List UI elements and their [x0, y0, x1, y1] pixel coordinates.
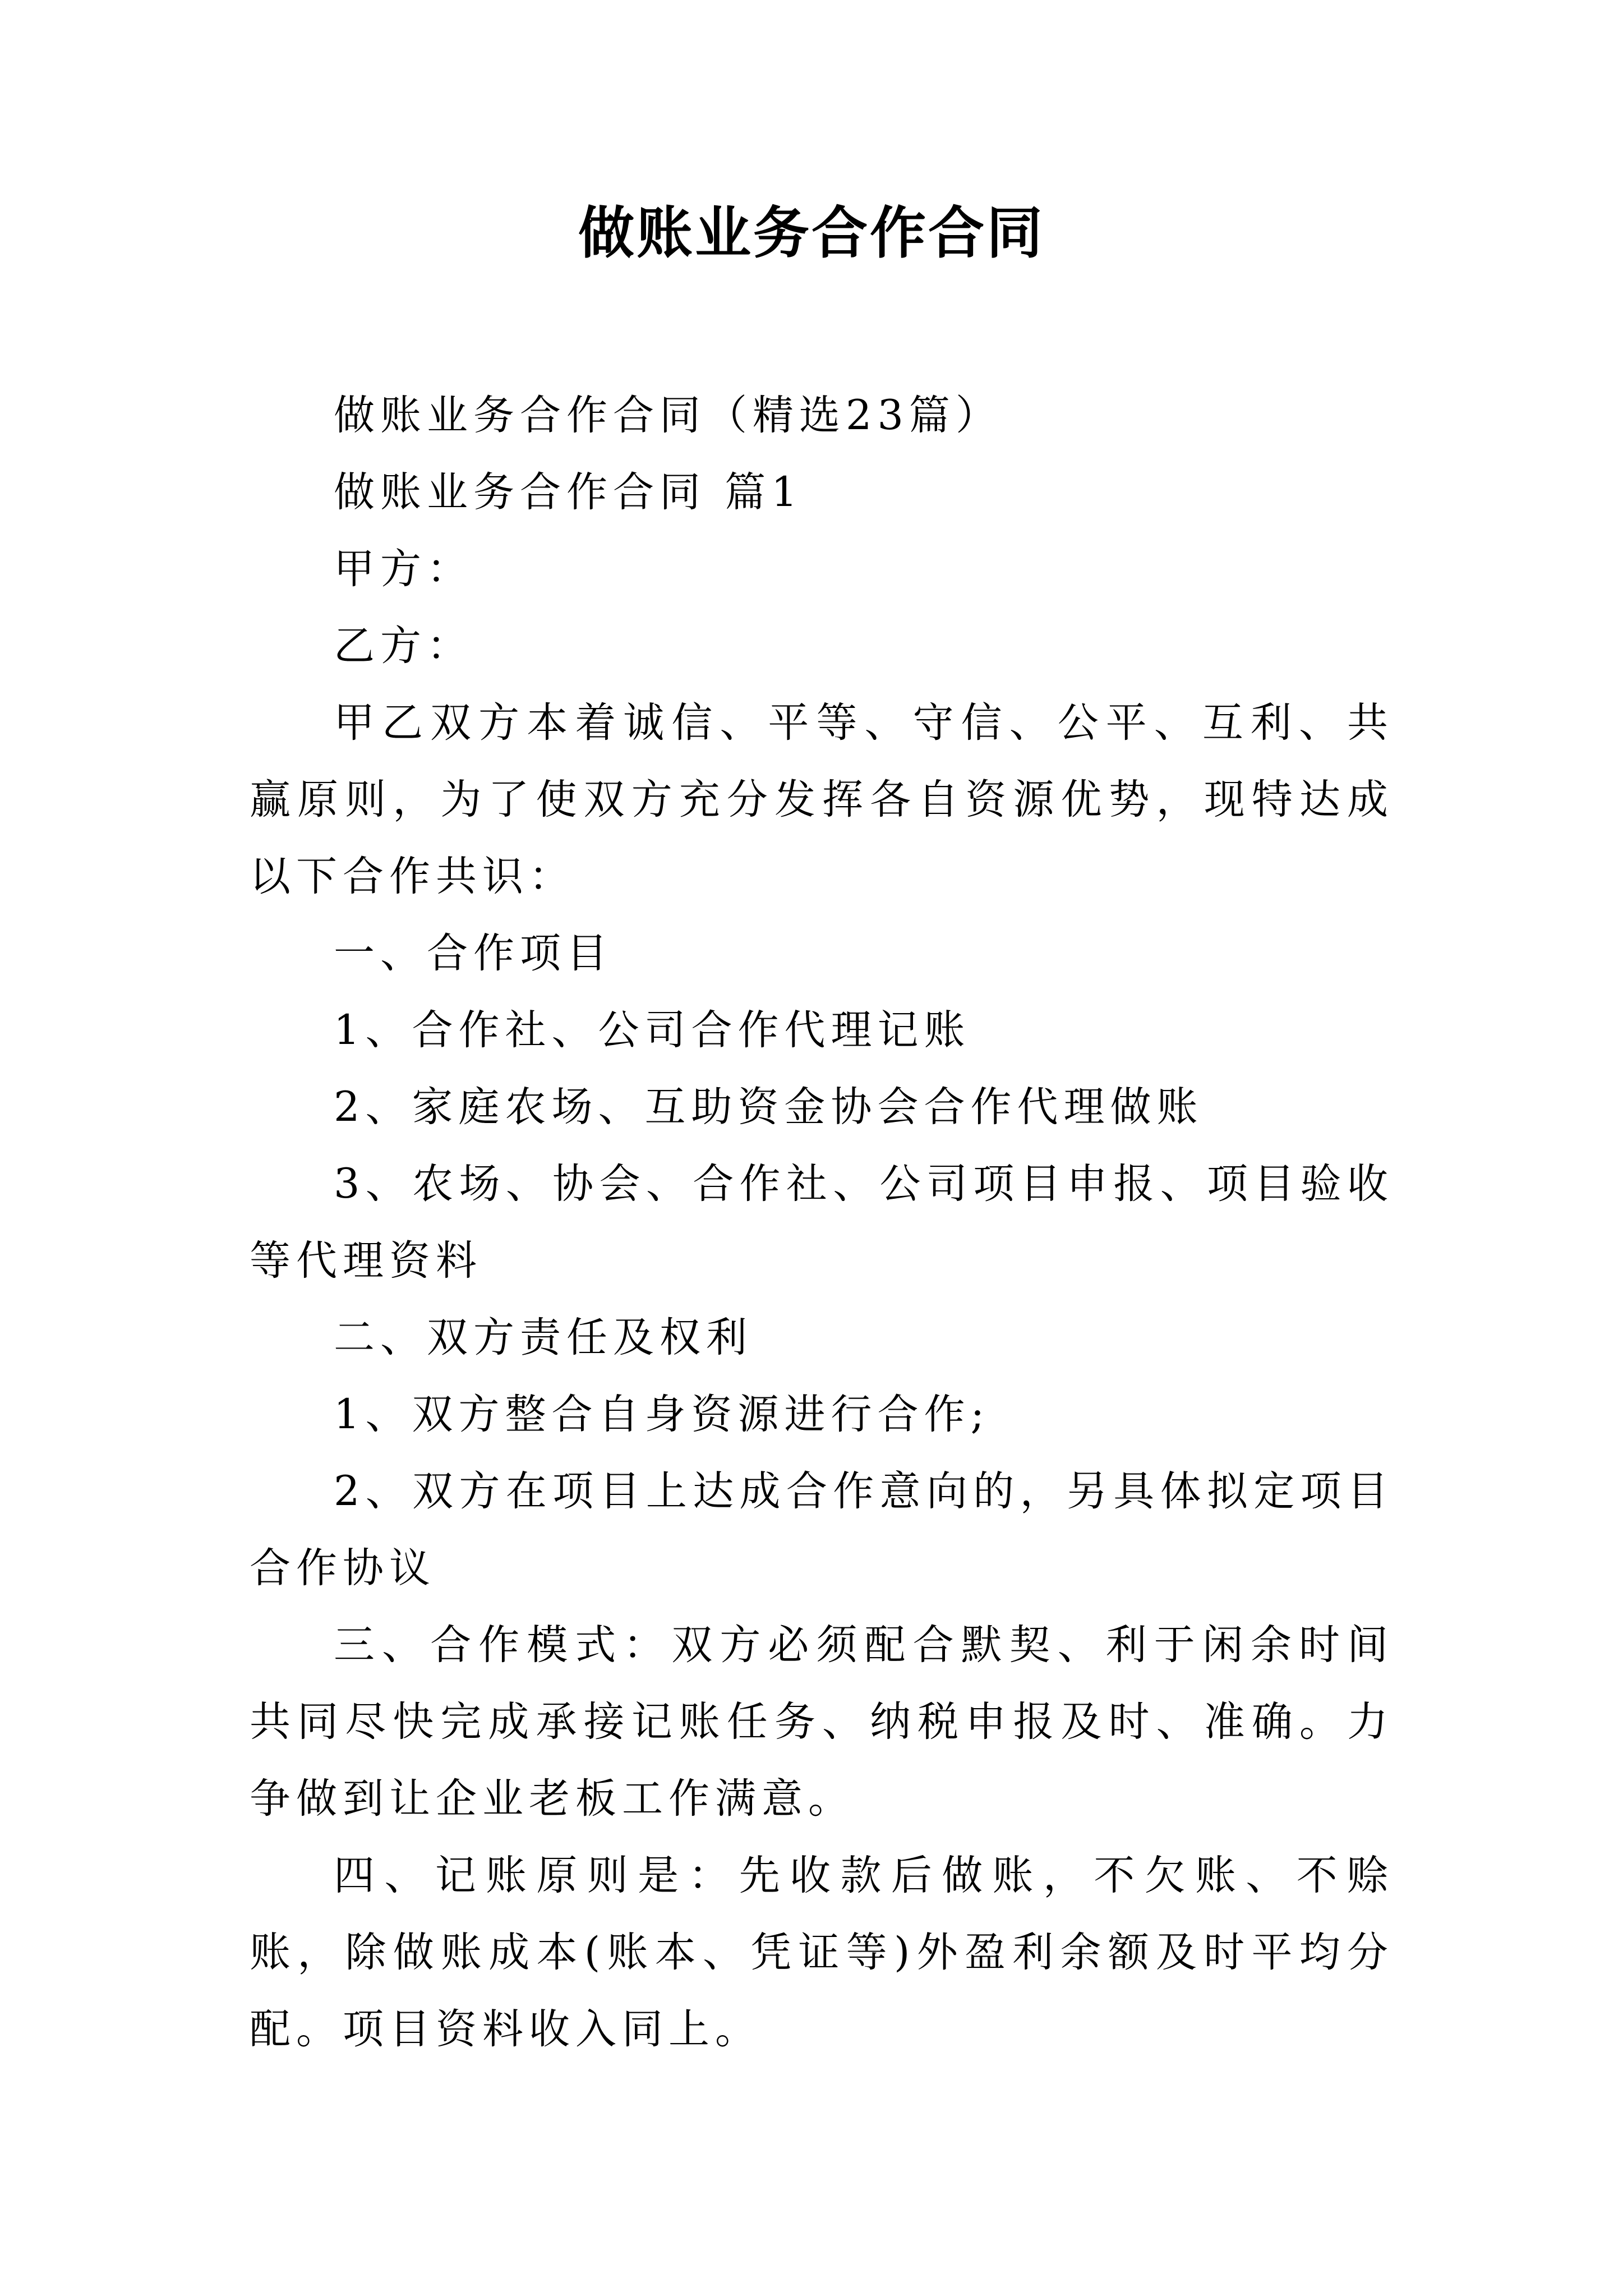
paragraph-preamble: 甲乙双方本着诚信、平等、守信、公平、互利、共赢原则，为了使双方充分发挥各自资源优势，现特达成以下合作共识： [250, 699, 1394, 900]
paragraph-heading-1: 一、合作项目 [334, 930, 613, 977]
document-title: 做账业务合作合同 [578, 200, 1045, 266]
paragraph-section-heading: 做账业务合作合同 篇1 [334, 468, 803, 516]
document-body [250, 377, 1394, 2068]
paragraph-item-1-1: 1、合作社、公司合作代理记账 [334, 1006, 971, 1054]
paragraph-item-1-3: 3、农场、协会、合作社、公司项目申报、项目验收等代理资料 [250, 1160, 1394, 1285]
paragraph-heading-3: 三、合作模式：双方必须配合默契、利于闲余时间共同尽快完成承接记账任务、纳税申报及时、准确。力争做到让企业老板工作满意。 [250, 1621, 1394, 1823]
paragraph-party-a: 甲方： [334, 545, 473, 593]
paragraph-item-2-1: 1、双方整合自身资源进行合作; [334, 1391, 990, 1438]
paragraph-heading-2: 二、双方责任及权利 [334, 1314, 753, 1361]
paragraph-item-1-2: 2、家庭农场、互助资金协会合作代理做账 [334, 1083, 1204, 1131]
paragraph-heading-4: 四、记账原则是：先收款后做账，不欠账、不赊账，除做账成本(账本、凭证等)外盈利余额及时平均分配。项目资料收入同上。 [250, 1852, 1394, 2053]
paragraph-subtitle: 做账业务合作合同（精选23篇） [334, 392, 1002, 439]
paragraph-party-b: 乙方： [334, 622, 473, 670]
paragraph-item-2-2: 2、双方在项目上达成合作意向的，另具体拟定项目合作协议 [250, 1467, 1394, 1592]
